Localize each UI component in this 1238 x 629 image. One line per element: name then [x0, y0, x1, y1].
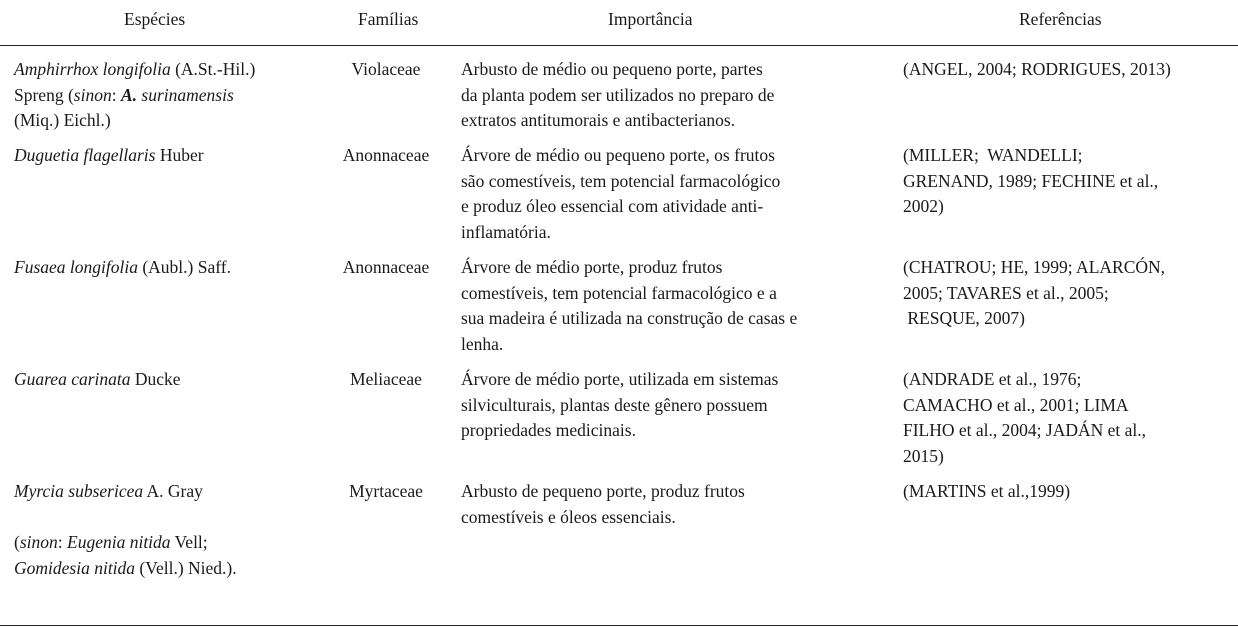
table-row-familia: Myrtaceae	[349, 481, 423, 501]
table-row-referencias: (ANDRADE et al., 1976; CAMACHO et al., 2001; LIMA FILHO et al., 2004; JADÁN et al., 2015)	[903, 369, 1147, 466]
table-row-species: Amphirrhox longifolia (A.St.-Hil.) Spreng (sinon: A. surinamensis (Miq.) Eichl.)	[14, 59, 256, 130]
table-row-importancia: Árvore de médio ou pequeno porte, os frutos são comestíveis, tem potencial farmacológico e produz óleo essencial com atividade anti- inflamatória.	[461, 145, 781, 242]
header-importancia: Importância	[608, 9, 693, 29]
table-row-familia: Anonnaceae	[342, 145, 430, 165]
table-row-familia: Anonnaceae	[342, 257, 430, 277]
table-row-species: Duguetia flagellaris Huber	[14, 145, 204, 165]
table-row-species: Myrcia subsericea A. Gray	[14, 481, 203, 501]
table-row-importancia: Árvore de médio porte, produz frutos comestíveis, tem potencial farmacológico e a sua madeira é utilizada na construção de casas e lenha.	[461, 257, 798, 354]
table-bottom-rule	[0, 625, 1238, 626]
table-row-referencias: (MARTINS et al.,1999)	[903, 481, 1071, 501]
table-row-importancia: Arbusto de médio ou pequeno porte, partes da planta podem ser utilizados no preparo de extratos antitumorais e antibacterianos.	[461, 59, 775, 130]
header-familias: Famílias	[358, 9, 419, 29]
header-referencias: Referências	[1019, 9, 1102, 29]
table-row-species: Fusaea longifolia (Aubl.) Saff.	[14, 257, 231, 277]
table-row-species: Guarea carinata Ducke	[14, 369, 181, 389]
table-row-familia: Meliaceae	[350, 369, 422, 389]
table-top-rule	[0, 45, 1238, 46]
table-row-referencias: (ANGEL, 2004; RODRIGUES, 2013)	[903, 59, 1171, 79]
table-row-familia: Violaceae	[351, 59, 421, 79]
table-row-importancia: Arbusto de pequeno porte, produz frutos comestíveis e óleos essenciais.	[461, 481, 745, 527]
table-row-referencias: (MILLER; WANDELLI; GRENAND, 1989; FECHINE et al., 2002)	[903, 145, 1159, 216]
table-row-importancia: Árvore de médio porte, utilizada em sistemas silviculturais, plantas deste gênero possuem propriedades medicinais.	[461, 369, 779, 440]
table-row-referencias: (CHATROU; HE, 1999; ALARCÓN, 2005; TAVARES et al., 2005; RESQUE, 2007)	[903, 257, 1166, 328]
header-especies: Espécies	[124, 9, 186, 29]
species-synonym-note: (sinon: Eugenia nitida Vell; Gomidesia nitida (Vell.) Nied.).	[14, 532, 237, 578]
